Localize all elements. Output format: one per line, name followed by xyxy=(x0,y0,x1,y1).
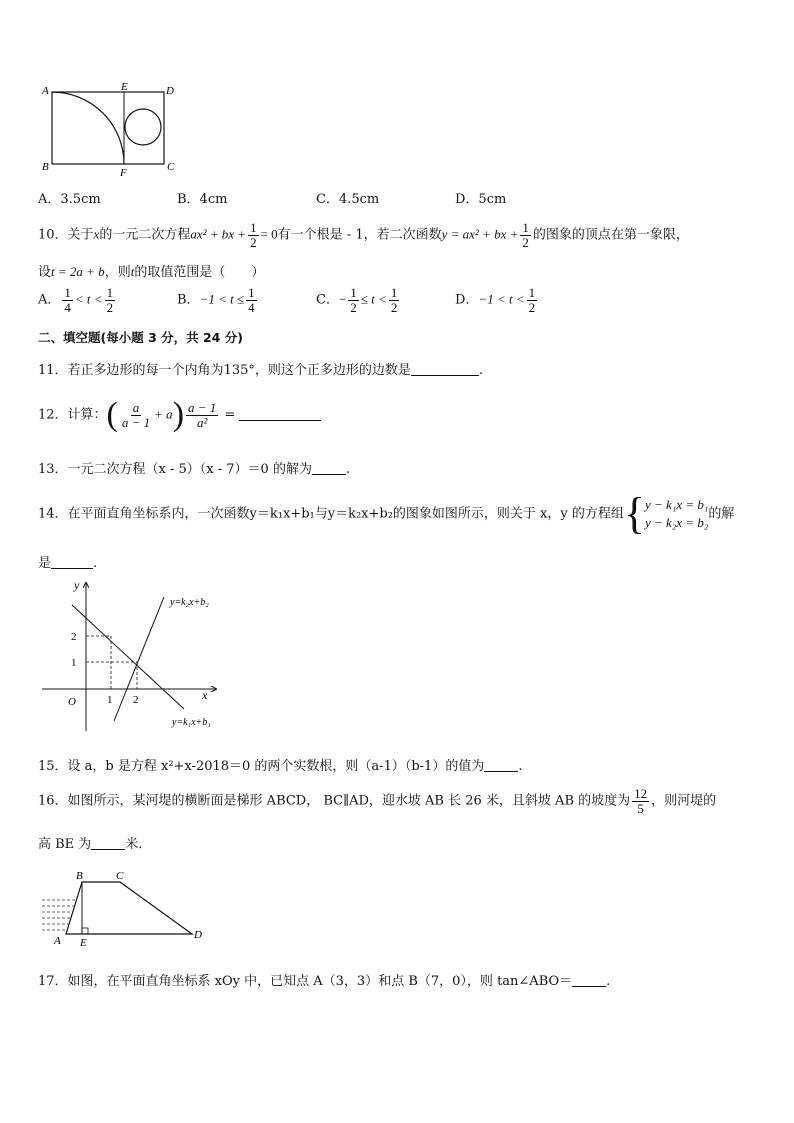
q12-fraction-2: $\frac{a - 1}{\text{a²}}$ xyxy=(188,399,217,430)
q16-slope-fraction: $\frac{12}{5}$ xyxy=(634,786,648,816)
q11-line: 11．若正多边形的每一个内角为135°，则这个正多边形的边数是 . xyxy=(38,363,483,378)
q12-prefix: 12．计算： xyxy=(38,407,107,423)
q17-line: 17．如图，在平面直角坐标系 xOy 中，已知点 A（3，3）和点 B（7，0），则 tan∠ABO＝ . xyxy=(38,974,611,989)
label-A: A xyxy=(54,935,61,947)
q10-then: ，则 xyxy=(104,265,131,280)
quarter-arc xyxy=(52,92,124,164)
q10-function: y = ax² + bx + xyxy=(441,226,519,242)
q10-equation: ax² + bx + xyxy=(190,226,247,242)
label-C: C xyxy=(167,161,175,173)
q14-answer-blank[interactable] xyxy=(51,554,93,569)
line-k2 xyxy=(114,597,164,721)
water-lines xyxy=(42,900,76,930)
label-A: A xyxy=(42,85,49,97)
q11-text: 11．若正多边形的每一个内角为135°，则这个正多边形的边数是 xyxy=(38,363,411,378)
q11-answer-blank[interactable] xyxy=(411,361,479,376)
inscribed-circle xyxy=(125,109,161,145)
label-B: B xyxy=(76,870,83,882)
trapezoid-abcd xyxy=(66,882,192,934)
label-D: D xyxy=(166,85,174,97)
section-heading: 二、填空题(每小题 3 分，共 24 分) xyxy=(38,330,243,345)
q10-option-b[interactable]: B．−1 < t ≤ $\frac{1}{4}$ xyxy=(177,285,255,315)
label-E: E xyxy=(80,937,87,949)
q14-text: 14．在平面直角坐标系内，一次函数y＝k₁x+b₁与y＝k₂x+b₂的图象如图所示，则关于 x，y 的方程组 xyxy=(38,506,624,522)
q9-figure xyxy=(38,80,188,180)
q10-question: 的取值范围是（ ） xyxy=(134,265,265,280)
q12-fraction-1: $\frac{a}{a - 1}$ xyxy=(121,399,151,430)
q10-t-def: t = 2a + b xyxy=(51,264,105,279)
q10-prefix: 10．关于 xyxy=(38,227,94,243)
line-k1 xyxy=(72,605,184,709)
q16-text: 16．如图所示，某河堤的横断面是梯形 ABCD， BC∥AD，迎水坡 AB 长 26 米，且斜坡 AB 的坡度为 xyxy=(38,793,631,809)
right-angle-mark xyxy=(82,928,88,934)
q9-option-d[interactable]: D．5cm xyxy=(455,192,507,207)
xtick-1: 1 xyxy=(107,694,113,706)
y-axis-label: y xyxy=(74,578,80,592)
origin-label: O xyxy=(68,696,76,708)
q10-text4: 的图象的顶点在第一象限， xyxy=(532,227,689,243)
q14-system: y − k₁x = b₁ y − k₂x = b₂ xyxy=(645,497,709,530)
q15-text: 15．设 a，b 是方程 x²+x-2018＝0 的两个实数根，则（a-1）（b-1）的值为 xyxy=(38,759,485,774)
xtick-2: 2 xyxy=(133,694,139,706)
q16-line1: 16．如图所示，某河堤的横断面是梯形 ABCD， BC∥AD，迎水坡 AB 长 26 米，且斜坡 AB 的坡度为 $\frac{12}{5}$ ，则河堤的 xyxy=(38,786,717,816)
q16-figure xyxy=(38,866,218,950)
q10-text3: 有一个根是 - 1，若二次函数 xyxy=(277,227,442,243)
q10-text2: 的一元二次方程 xyxy=(99,227,191,243)
q9-option-a[interactable]: A．3.5cm xyxy=(38,192,101,207)
q14-line2: 是 . xyxy=(38,556,98,571)
q10-option-a[interactable]: A． $\frac{1}{4}$ < t < $\frac{1}{2}$ xyxy=(38,285,114,315)
q15-line: 15．设 a，b 是方程 x²+x-2018＝0 的两个实数根，则（a-1）（b-1）的值为 . xyxy=(38,759,523,774)
q15-answer-blank[interactable] xyxy=(484,757,518,772)
line-k1-label: y=k₁x+b₁ xyxy=(172,717,211,728)
q10-option-d[interactable]: D．−1 < t < $\frac{1}{2}$ xyxy=(455,285,536,315)
q16-answer-blank[interactable] xyxy=(91,835,125,850)
label-F: F xyxy=(120,167,127,179)
q9-option-b[interactable]: B．4cm xyxy=(177,192,228,207)
label-B: B xyxy=(42,161,49,173)
q10-var-t: t xyxy=(130,264,135,279)
q14-graph xyxy=(38,575,238,735)
q10-let: 设 xyxy=(38,265,52,280)
label-D: D xyxy=(194,929,202,941)
rectangle-abcd xyxy=(52,92,164,164)
line-k2-label: y=k₂x+b₂ xyxy=(170,597,209,608)
q17-text: 17．如图，在平面直角坐标系 xOy 中，已知点 A（3，3）和点 B（7，0），则 tan∠ABO＝ xyxy=(38,974,573,989)
q13-answer-blank[interactable] xyxy=(312,460,346,475)
x-axis-label: x xyxy=(202,688,208,702)
ytick-2: 2 xyxy=(71,631,77,643)
q10-line2 xyxy=(38,261,264,280)
q12-line: 12．计算：( $\frac{a}{a - 1}$ + a) $\frac{a - 1}{\text{a²}}$ = xyxy=(38,398,321,432)
q12-answer-blank[interactable] xyxy=(239,406,321,421)
q10-line1 xyxy=(38,221,689,249)
q10-eq-zero: = 0 xyxy=(260,226,278,242)
label-E: E xyxy=(121,81,128,93)
q16-line2: 高 BE 为 米． xyxy=(38,837,152,852)
q10-half-fraction: $\frac{1}{2}$ xyxy=(250,220,257,250)
q10-half-fraction-2: $\frac{1}{2}$ xyxy=(522,220,529,250)
q10-option-c[interactable]: C．− $\frac{1}{2}$ ≤ t < $\frac{1}{2}$ xyxy=(316,285,398,315)
q9-option-c[interactable]: C．4.5cm xyxy=(316,192,380,207)
q10-var-x: x xyxy=(93,226,100,242)
q17-answer-blank[interactable] xyxy=(572,972,606,987)
q13-line: 13．一元二次方程（x - 5）（x - 7）＝0 的解为 . xyxy=(38,462,351,477)
ytick-1: 1 xyxy=(71,657,77,669)
q13-text: 13．一元二次方程（x - 5）（x - 7）＝0 的解为 xyxy=(38,462,312,477)
q14-line1: 14．在平面直角坐标系内，一次函数y＝k₁x+b₁与y＝k₂x+b₂的图象如图所示，则关于 x，y 的方程组{ y − k₁x = b₁ y − k₂x = b₂ 的解 xyxy=(38,489,735,538)
label-C: C xyxy=(116,870,124,882)
